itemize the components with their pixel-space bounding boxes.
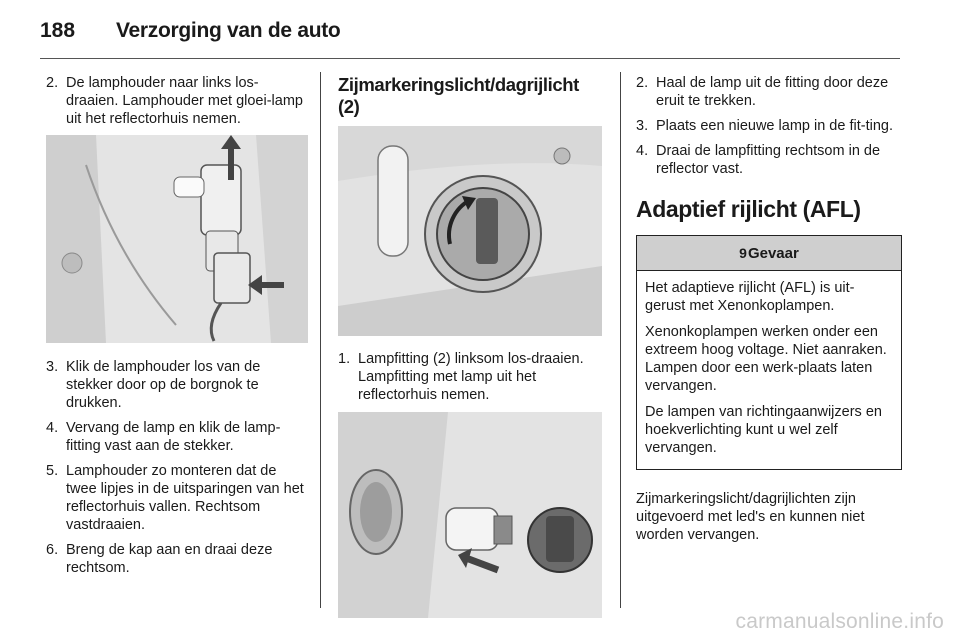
step-number: 3. [46, 359, 59, 375]
step-item [46, 358, 306, 412]
step-item [636, 117, 902, 135]
column-divider-2 [620, 72, 621, 608]
step-item [46, 419, 306, 455]
watermark: carmanualsonline.info [735, 610, 944, 633]
lamp-fitting-removal-illustration [338, 412, 602, 618]
step-number: 4. [636, 143, 649, 159]
step-number: 4. [46, 420, 59, 436]
step-number: 1. [338, 351, 351, 367]
page-title: Verzorging van de auto [116, 19, 341, 42]
side-marker-lamp-socket-illustration [338, 126, 602, 336]
step-text: Lamphouder zo monteren dat de twee lipjes in de uitsparingen van het reflectorhuis vallen. Rechtsom vastdraaien. [66, 463, 304, 533]
column-divider-1 [320, 72, 321, 608]
danger-warning-box [636, 235, 902, 470]
column-1 [46, 74, 306, 584]
step-number: 5. [46, 463, 59, 479]
step-item [46, 74, 306, 128]
step-text: Vervang de lamp en klik de lamp-fitting vast aan de stekker. [66, 420, 281, 454]
step-number: 2. [46, 75, 59, 91]
warning-body [637, 271, 901, 469]
warning-paragraph: Xenonkoplampen werken onder een extreem hoog voltage. Niet aanraken. Lampen door een werk-plaats laten vervangen. [645, 324, 887, 394]
page-header [40, 14, 900, 60]
step-text: Plaats een nieuwe lamp in de fit-ting. [656, 118, 893, 134]
step-item [46, 462, 306, 534]
step-item [636, 74, 902, 110]
step-text: Draai de lampfitting rechtsom in de reflector vast. [656, 143, 881, 177]
step-text: Lampfitting (2) linksom los-draaien. Lampfitting met lamp uit het reflectorhuis nemen. [358, 351, 584, 403]
step-number: 6. [46, 542, 59, 558]
warning-paragraph: Het adaptieve rijlicht (AFL) is uit-gerust met Xenonkoplampen. [645, 280, 855, 314]
step-item [338, 350, 604, 404]
led-info-paragraph: Zijmarkeringslicht/dagrijlichten zijn uitgevoerd met led's en kunnen niet worden vervangen. [636, 491, 865, 543]
step-text: Haal de lamp uit de fitting door deze eruit te trekken. [656, 75, 889, 109]
step-item [636, 142, 902, 178]
headlamp-bulb-holder-illustration [46, 135, 308, 343]
page-number: 188 [40, 19, 76, 42]
column-2 [338, 74, 604, 618]
warning-header [637, 236, 901, 271]
warning-title: Gevaar [747, 244, 799, 262]
step-item [46, 541, 306, 577]
warning-symbol-icon: 9 [739, 245, 747, 261]
header-divider [40, 58, 900, 59]
step-text: Klik de lamphouder los van de stekker door op de borgnok te drukken. [66, 359, 261, 411]
step-number: 2. [636, 75, 649, 91]
warning-paragraph: De lampen van richtingaanwijzers en hoekverlichting kunt u wel zelf vervangen. [645, 404, 882, 456]
column-3 [636, 74, 902, 544]
step-text: Breng de kap aan en draai deze rechtsom. [66, 542, 273, 576]
step-text: De lamphouder naar links los-draaien. Lamphouder met gloei-lamp uit het reflectorhuis nemen. [66, 75, 303, 127]
step-number: 3. [636, 118, 649, 134]
section-heading-afl: Adaptief rijlicht (AFL) [636, 196, 861, 222]
section-heading-side-marker: Zijmarkeringslicht/dagrijlicht (2) [338, 74, 579, 117]
